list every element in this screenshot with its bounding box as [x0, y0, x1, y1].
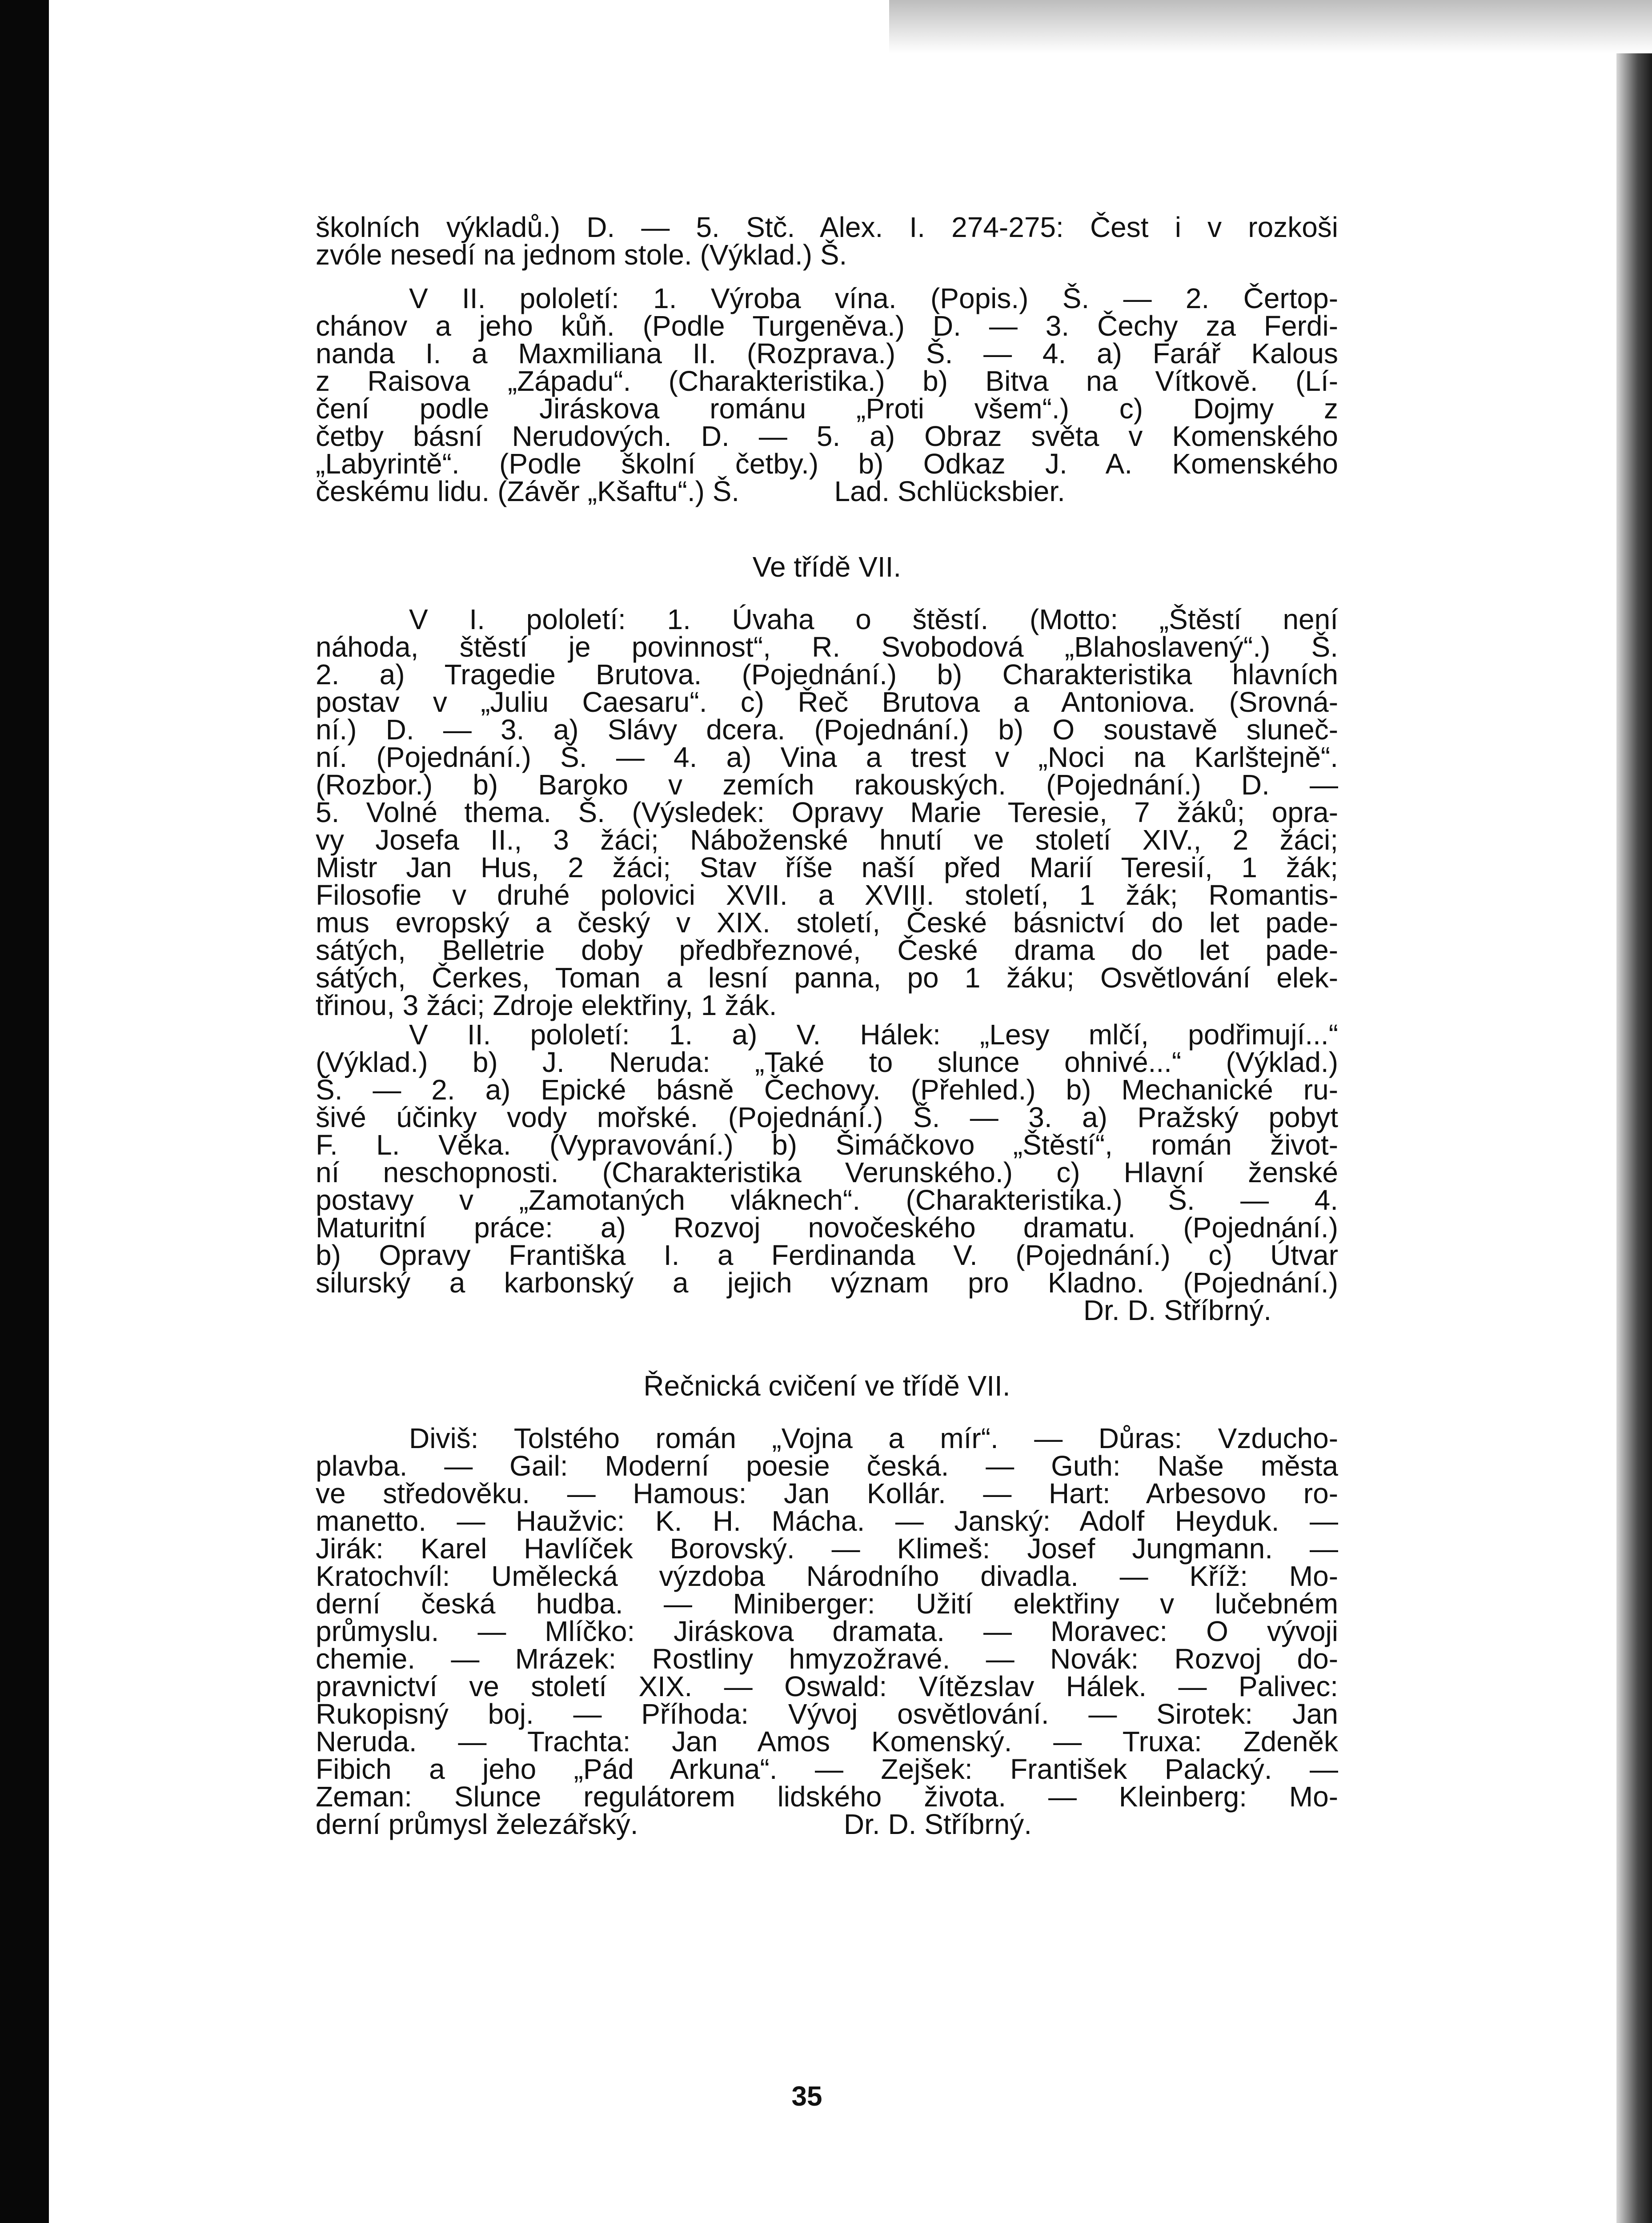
text-line: plavba. — Gail: Moderní poesie česká. — Guth: Naše města — [316, 1450, 1338, 1482]
paragraph-class-vii-semester-2 — [316, 1019, 1338, 1299]
text-line: českému lidu. (Závěr „Kšaftu“.) Š. Lad. Schlücksbier. — [316, 475, 1065, 507]
text-line: (Výklad.) b) J. Neruda: „Také to slunce ohnivé...“ (Výklad.) — [316, 1046, 1338, 1078]
scan-edge-right — [1616, 0, 1652, 2223]
text-line: průmyslu. — Mlíčko: Jiráskova dramata. — Moravec: O vývoji — [316, 1615, 1338, 1647]
text-line: sátých, Belletrie doby předbřeznové, České drama do let pade- — [316, 934, 1338, 966]
heading-speech-exercises: Řečnická cvičení ve třídě VII. — [643, 1370, 1010, 1402]
text-line: derní průmysl železářský. Dr. D. Stříbrný. — [316, 1808, 1032, 1840]
text-line: nanda I. a Maxmiliana II. (Rozprava.) Š. — 4. a) Farář Kalous — [316, 337, 1338, 369]
text-line: ve středověku. — Hamous: Jan Kollár. — Hart: Arbesovo ro- — [316, 1477, 1338, 1509]
text-line: Kratochvíl: Umělecká výzdoba Národního divadla. — Kříž: Mo- — [316, 1560, 1338, 1592]
text-line: náhoda, štěstí je povinnost“, R. Svobodová „Blahoslavený“.) Š. — [316, 631, 1338, 663]
text-line: Rukopisný boj. — Příhoda: Vývoj osvětlování. — Sirotek: Jan — [316, 1698, 1338, 1730]
heading-class-vii: Ve třídě VII. — [752, 551, 902, 583]
text-line: ní. (Pojednání.) Š. — 4. a) Vina a trest v „Noci na Karlštejně“. — [316, 741, 1338, 773]
text-line: Diviš: Tolstého román „Vojna a mír“. — Důras: Vzducho- — [409, 1422, 1338, 1454]
text-line: „Labyrintě“. (Podle školní četby.) b) Odkaz J. A. Komenského — [316, 448, 1338, 480]
text-line: derní česká hudba. — Miniberger: Užití elektřiny v lučebném — [316, 1588, 1338, 1620]
text-line: (Rozbor.) b) Baroko v zemích rakouských. (Pojednání.) D. — — [316, 769, 1338, 801]
text-line: zvóle nesedí na jednom stole. (Výklad.) Š. — [316, 239, 847, 271]
text-line: silurský a karbonský a jejich význam pro Kladno. (Pojednání.) — [316, 1267, 1338, 1299]
text-line: Š. — 2. a) Epické básně Čechovy. (Přehled.) b) Mechanické ru- — [316, 1074, 1338, 1106]
text-line: šivé účinky vody mořské. (Pojednání.) Š. — 3. a) Pražský pobyt — [316, 1101, 1338, 1133]
signature: Dr. D. Stříbrný. — [1083, 1294, 1271, 1326]
text-line: postavy v „Zamotaných vláknech“. (Charakteristika.) Š. — 4. — [316, 1184, 1338, 1216]
text-line: b) Opravy Františka I. a Ferdinanda V. (Pojednání.) c) Útvar — [316, 1239, 1338, 1271]
text-line: 5. Volné thema. Š. (Výsledek: Opravy Marie Teresie, 7 žáků; opra- — [316, 796, 1338, 828]
text-line: z Raisova „Západu“. (Charakteristika.) b) Bitva na Vítkově. (Lí- — [316, 365, 1338, 397]
text-line: Maturitní práce: a) Rozvoj novočeského dramatu. (Pojednání.) — [316, 1212, 1338, 1244]
page-number: 35 — [791, 2081, 822, 2112]
text-line: V II. pololetí: 1. a) V. Hálek: „Lesy mlčí, podřimují...“ — [409, 1019, 1338, 1051]
text-line: V II. pololetí: 1. Výroba vína. (Popis.) Š. — 2. Čertop- — [409, 282, 1338, 314]
text-line: vy Josefa II., 3 žáci; Náboženské hnutí ve století XIV., 2 žáci; — [316, 824, 1338, 856]
text-line: školních výkladů.) D. — 5. Stč. Alex. I. 274-275: Čest i v rozkoši — [316, 211, 1338, 243]
text-line: pravnictví ve století XIX. — Oswald: Vítězslav Hálek. — Palivec: — [316, 1670, 1338, 1702]
text-line: Neruda. — Trachta: Jan Amos Komenský. — Truxa: Zdeněk — [316, 1725, 1338, 1758]
scan-edge-left — [0, 0, 49, 2223]
text-line: postav v „Juliu Caesaru“. c) Řeč Brutova a Antoniova. (Srovná- — [316, 686, 1338, 718]
text-line: čení podle Jiráskova románu „Proti všem“.) c) Dojmy z — [316, 393, 1338, 425]
paragraph-class-vi-semester-2 — [316, 282, 1338, 507]
text-line: Jirák: Karel Havlíček Borovský. — Klimeš: Josef Jungmann. — — [316, 1533, 1338, 1565]
text-line: sátých, Čerkes, Toman a lesní panna, po 1 žáku; Osvětlování elek- — [316, 962, 1338, 994]
text-line: V I. pololetí: 1. Úvaha o štěstí. (Motto: „Štěstí není — [409, 603, 1338, 635]
scan-edge-top — [889, 0, 1652, 53]
paragraph-class-vii-semester-1 — [316, 603, 1338, 1021]
text-line: Fibich a jeho „Pád Arkuna“. — Zejšek: František Palacký. — — [316, 1753, 1338, 1785]
text-line: Mistr Jan Hus, 2 žáci; Stav říše naší před Marií Teresií, 1 žák; — [316, 851, 1338, 883]
text-line: F. L. Věka. (Vypravování.) b) Šimáčkovo „Štěstí“, román život- — [316, 1129, 1338, 1161]
text-line: mus evropský a český v XIX. století, České básnictví do let pade- — [316, 907, 1338, 939]
text-line: chemie. — Mrázek: Rostliny hmyzožravé. — Novák: Rozvoj do- — [316, 1643, 1338, 1675]
text-line: třinou, 3 žáci; Zdroje elektřiny, 1 žák. — [316, 989, 777, 1021]
paragraph-speech-exercises — [316, 1424, 1338, 1838]
text-line: manetto. — Haužvic: K. H. Mácha. — Janský: Adolf Heyduk. — — [316, 1505, 1338, 1537]
text-line: ní.) D. — 3. a) Slávy dcera. (Pojednání.) b) O soustavě sluneč- — [316, 714, 1338, 746]
text-line: chánov a jeho kůň. (Podle Turgeněva.) D. — 3. Čechy za Ferdi- — [316, 310, 1338, 342]
document-page — [316, 213, 1338, 2170]
text-line: ní neschopnosti. (Charakteristika Verunského.) c) Hlavní ženské — [316, 1156, 1338, 1188]
text-line: Zeman: Slunce regulátorem lidského života. — Kleinberg: Mo- — [316, 1781, 1338, 1813]
text-line: Filosofie v druhé polovici XVII. a XVIII. století, 1 žák; Romantis- — [316, 879, 1338, 911]
text-line: četby básní Nerudových. D. — 5. a) Obraz světa v Komenského — [316, 420, 1338, 452]
text-line: 2. a) Tragedie Brutova. (Pojednání.) b) Charakteristika hlavních — [316, 658, 1338, 690]
paragraph-class-vi-end — [316, 213, 1338, 269]
